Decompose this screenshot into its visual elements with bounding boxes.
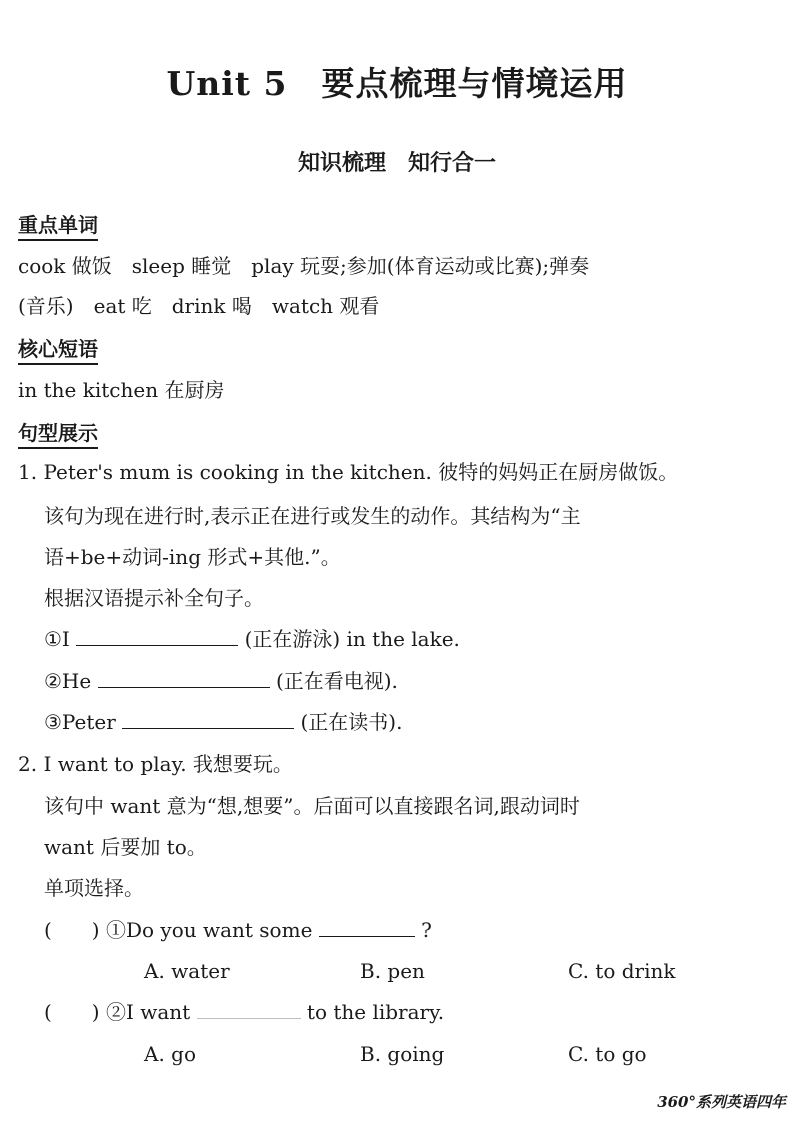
core-phrase-line: in the kitchen 在厨房 (18, 378, 225, 402)
key-words-line-2: (音乐) eat 吃 drink 喝 watch 观看 (18, 294, 380, 318)
item2-sentence: 2. I want to play. 我想要玩。 (18, 752, 293, 776)
section-heading-sentence-patterns: 句型展示 (18, 420, 98, 449)
question-1-stem: ①Do you want some (105, 918, 313, 942)
item1-explanation-line-2: 语+be+动词-ing 形式+其他.”。 (44, 545, 341, 569)
item1-sentence: 1. Peter's mum is cooking in the kitchen. 彼特的妈妈正在厨房做饭。 (18, 460, 679, 484)
question-2-option-c[interactable]: C. to go (568, 1042, 647, 1066)
page-footer: 360°系列英语四年 (657, 1093, 786, 1111)
item2-explanation-line-1: 该句中 want 意为“想,想要”。后面可以直接跟名词,跟动词时 (44, 794, 580, 818)
item1-instruction: 根据汉语提示补全句子。 (44, 586, 264, 610)
question-1-option-c[interactable]: C. to drink (568, 959, 676, 983)
question-1-option-a[interactable]: A. water (144, 959, 230, 983)
choice-question-2 (44, 998, 444, 1026)
exercise-1 (44, 625, 460, 653)
question-2-option-b[interactable]: B. going (360, 1042, 445, 1066)
question-2-blank (197, 998, 301, 1019)
exercise-3-prompt: ③Peter (44, 710, 116, 734)
exercise-3 (44, 708, 402, 736)
item2-instruction: 单项选择。 (44, 876, 144, 900)
exercise-2 (44, 667, 398, 695)
question-1-blank (319, 916, 415, 937)
exercise-1-blank[interactable] (76, 625, 238, 646)
exercise-3-hint: (正在读书). (300, 710, 403, 734)
page-title: Unit 5 要点梳理与情境运用 (166, 64, 628, 103)
exercise-2-blank[interactable] (98, 667, 270, 688)
exercise-2-hint: (正在看电视). (275, 669, 398, 693)
key-words-line-1: cook 做饭 sleep 睡觉 play 玩耍;参加(体育运动或比赛);弹奏 (18, 254, 590, 278)
question-1-answer-paren[interactable]: ( ) (44, 918, 100, 942)
section-heading-core-phrases: 核心短语 (18, 336, 98, 365)
exercise-2-prompt: ②He (44, 669, 92, 693)
item1-explanation-line-1: 该句为现在进行时,表示正在进行或发生的动作。其结构为“主 (44, 504, 581, 528)
exercise-1-hint: (正在游泳) in the lake. (244, 627, 460, 651)
choice-question-1 (44, 916, 432, 944)
section-heading-key-words: 重点单词 (18, 212, 98, 241)
exercise-1-prompt: ①I (44, 627, 70, 651)
question-2-option-a[interactable]: A. go (144, 1042, 197, 1066)
question-1-end: ? (421, 918, 432, 942)
question-1-option-b[interactable]: B. pen (360, 959, 425, 983)
page-subtitle: 知识梳理 知行合一 (297, 151, 496, 176)
exercise-3-blank[interactable] (122, 708, 294, 729)
question-2-end: to the library. (306, 1000, 445, 1024)
item2-explanation-line-2: want 后要加 to。 (44, 835, 207, 859)
question-2-stem: ②I want (105, 1000, 191, 1024)
question-2-answer-paren[interactable]: ( ) (44, 1000, 100, 1024)
